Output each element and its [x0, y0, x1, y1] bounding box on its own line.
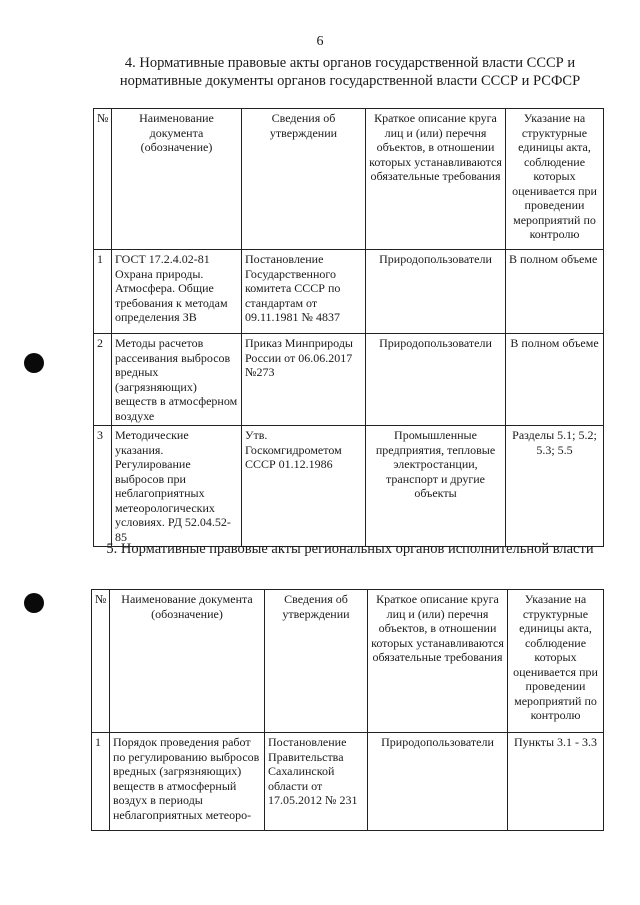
row-description: Природопользователи — [366, 334, 506, 426]
header-structure: Указание на структурные единицы акта, соблюдение которых оценивается при проведении мероприятий по контролю — [508, 590, 604, 733]
row-document-name: Методические указания. Регулирование выбросов при неблагоприятных метеорологических условиях. РД 52.04.52-85 — [112, 426, 242, 547]
page-number: 6 — [316, 34, 324, 49]
table-header-row — [92, 590, 604, 733]
row-structure: Пункты 3.1 - 3.3 — [508, 733, 604, 831]
row-num: 1 — [94, 250, 112, 334]
row-structure: В полном объеме — [506, 334, 604, 426]
header-approval: Сведения об утверждении — [265, 590, 368, 733]
header-structure: Указание на структурные единицы акта, соблюдение которых оценивается при проведении мероприятий по контролю — [506, 109, 604, 250]
section-4-table — [93, 108, 604, 547]
header-name: Наименование документа (обозначение) — [112, 109, 242, 250]
row-approval: Приказ Минприроды России от 06.06.2017 №273 — [242, 334, 366, 426]
row-approval: Постановление Государственного комитета СССР по стандартам от 09.11.1981 № 4837 — [242, 250, 366, 334]
table-header-row — [94, 109, 604, 250]
header-name: Наименование документа (обозначение) — [110, 590, 265, 733]
row-num: 1 — [92, 733, 110, 831]
section-4-title: 4. Нормативные правовые акты органов государственной власти СССР и нормативные документы органов государственной власти СССР и РСФСР — [119, 55, 581, 89]
row-approval: Утв. Госкомгидрометом СССР 01.12.1986 — [242, 426, 366, 547]
row-structure: В полном объеме — [506, 250, 604, 334]
table-row — [94, 426, 604, 547]
binder-hole — [24, 593, 44, 613]
section-5-table — [91, 589, 604, 831]
table-row — [94, 334, 604, 426]
table-row — [94, 250, 604, 334]
row-num: 3 — [94, 426, 112, 547]
header-num: № — [94, 109, 112, 250]
section-5-title: 5. Нормативные правовые акты региональных органов исполнительной власти — [106, 541, 594, 557]
row-document-name: Порядок проведения работ по регулированию выбросов вредных (загрязняющих) веществ в атмосферный воздух в периоды неблагоприятных метеоро- — [110, 733, 265, 831]
row-structure: Разделы 5.1; 5.2; 5.3; 5.5 — [506, 426, 604, 547]
row-description: Промышленные предприятия, тепловые электростанции, транспорт и другие объекты — [366, 426, 506, 547]
row-document-name: ГОСТ 17.2.4.02-81 Охрана природы. Атмосфера. Общие требования к методам определения ЗВ — [112, 250, 242, 334]
header-approval: Сведения об утверждении — [242, 109, 366, 250]
row-description: Природопользователи — [366, 250, 506, 334]
binder-hole — [24, 353, 44, 373]
row-description: Природопользователи — [368, 733, 508, 831]
row-num: 2 — [94, 334, 112, 426]
table-row — [92, 733, 604, 831]
header-description: Краткое описание круга лиц и (или) перечня объектов, в отношении которых устанавливаются обязательные требования — [366, 109, 506, 250]
header-description: Краткое описание круга лиц и (или) перечня объектов, в отношении которых устанавливаются обязательные требования — [368, 590, 508, 733]
header-num: № — [92, 590, 110, 733]
row-document-name: Методы расчетов рассеивания выбросов вредных (загрязняющих) веществ в атмосферном воздухе — [112, 334, 242, 426]
row-approval: Постановление Правительства Сахалинской области от 17.05.2012 № 231 — [265, 733, 368, 831]
